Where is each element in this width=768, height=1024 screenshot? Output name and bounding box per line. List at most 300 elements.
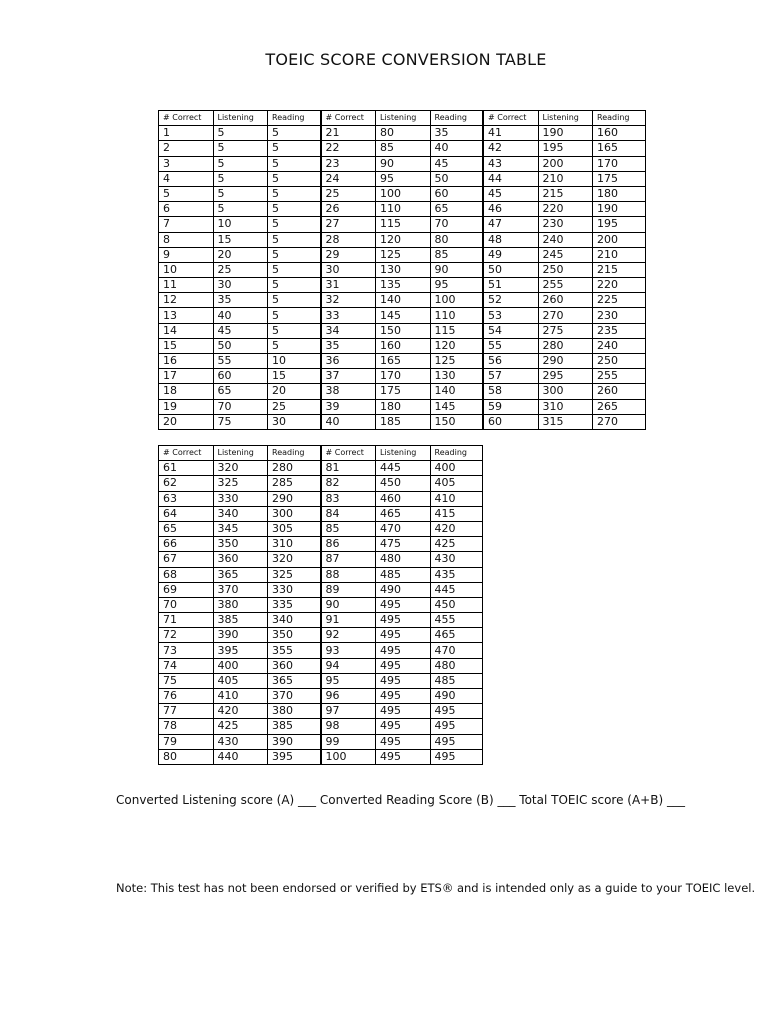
- cell-reading: 5: [268, 323, 321, 338]
- table-row: [159, 537, 483, 552]
- cell-listening: 215: [538, 186, 593, 201]
- header-listening: Listening: [376, 446, 431, 461]
- table-row: [159, 597, 483, 612]
- header-row: [159, 111, 646, 126]
- cell-correct: 24: [321, 171, 376, 186]
- cell-reading: 305: [268, 521, 321, 536]
- cell-reading: 90: [430, 262, 483, 277]
- cell-correct: 20: [159, 414, 214, 429]
- cell-listening: 5: [213, 186, 268, 201]
- cell-correct: 37: [321, 369, 376, 384]
- cell-listening: 270: [538, 308, 593, 323]
- cell-correct: 32: [321, 293, 376, 308]
- cell-reading: 425: [430, 537, 483, 552]
- cell-correct: 65: [159, 521, 214, 536]
- cell-reading: 5: [268, 186, 321, 201]
- score-summary-line: Converted Listening score (A) ___ Converted Reading Score (B) ___ Total TOEIC score (A+B) ___: [116, 793, 685, 807]
- cell-reading: 225: [593, 293, 646, 308]
- cell-listening: 490: [376, 582, 431, 597]
- cell-reading: 285: [268, 476, 321, 491]
- cell-reading: 45: [430, 156, 483, 171]
- cell-reading: 210: [593, 247, 646, 262]
- cell-reading: 150: [430, 414, 483, 429]
- cell-listening: 80: [376, 126, 431, 141]
- cell-reading: 50: [430, 171, 483, 186]
- cell-reading: 465: [430, 628, 483, 643]
- cell-reading: 40: [430, 141, 483, 156]
- conversion-table-61-100: [158, 445, 483, 765]
- cell-correct: 84: [321, 506, 376, 521]
- cell-reading: 20: [268, 384, 321, 399]
- cell-reading: 455: [430, 613, 483, 628]
- cell-listening: 300: [538, 384, 593, 399]
- cell-correct: 12: [159, 293, 214, 308]
- table-row: [159, 156, 646, 171]
- cell-listening: 250: [538, 262, 593, 277]
- cell-listening: 220: [538, 202, 593, 217]
- table-row: [159, 461, 483, 476]
- cell-reading: 25: [268, 399, 321, 414]
- cell-reading: 260: [593, 384, 646, 399]
- cell-reading: 145: [430, 399, 483, 414]
- cell-reading: 5: [268, 202, 321, 217]
- cell-listening: 135: [376, 278, 431, 293]
- cell-listening: 495: [376, 673, 431, 688]
- header-correct: # Correct: [321, 446, 376, 461]
- cell-correct: 93: [321, 643, 376, 658]
- cell-listening: 495: [376, 658, 431, 673]
- cell-correct: 52: [483, 293, 538, 308]
- cell-reading: 265: [593, 399, 646, 414]
- cell-correct: 90: [321, 597, 376, 612]
- cell-correct: 18: [159, 384, 214, 399]
- cell-correct: 62: [159, 476, 214, 491]
- cell-listening: 380: [213, 597, 268, 612]
- cell-correct: 60: [483, 414, 538, 429]
- header-listening: Listening: [213, 446, 268, 461]
- cell-correct: 14: [159, 323, 214, 338]
- cell-listening: 10: [213, 217, 268, 232]
- cell-correct: 44: [483, 171, 538, 186]
- cell-correct: 64: [159, 506, 214, 521]
- cell-correct: 66: [159, 537, 214, 552]
- header-listening: Listening: [213, 111, 268, 126]
- cell-reading: 240: [593, 338, 646, 353]
- cell-reading: 100: [430, 293, 483, 308]
- cell-reading: 495: [430, 719, 483, 734]
- table-row: [159, 278, 646, 293]
- cell-listening: 470: [376, 521, 431, 536]
- cell-correct: 11: [159, 278, 214, 293]
- table-row: [159, 399, 646, 414]
- cell-listening: 485: [376, 567, 431, 582]
- cell-reading: 15: [268, 369, 321, 384]
- cell-listening: 70: [213, 399, 268, 414]
- cell-listening: 115: [376, 217, 431, 232]
- cell-correct: 7: [159, 217, 214, 232]
- cell-listening: 65: [213, 384, 268, 399]
- cell-reading: 250: [593, 354, 646, 369]
- cell-listening: 190: [538, 126, 593, 141]
- cell-correct: 73: [159, 643, 214, 658]
- table-row: [159, 567, 483, 582]
- cell-listening: 130: [376, 262, 431, 277]
- cell-reading: 325: [268, 567, 321, 582]
- cell-listening: 165: [376, 354, 431, 369]
- cell-correct: 16: [159, 354, 214, 369]
- cell-listening: 445: [376, 461, 431, 476]
- cell-correct: 79: [159, 734, 214, 749]
- cell-reading: 160: [593, 126, 646, 141]
- cell-correct: 4: [159, 171, 214, 186]
- cell-listening: 365: [213, 567, 268, 582]
- cell-correct: 54: [483, 323, 538, 338]
- cell-reading: 320: [268, 552, 321, 567]
- cell-correct: 26: [321, 202, 376, 217]
- cell-listening: 495: [376, 597, 431, 612]
- cell-correct: 27: [321, 217, 376, 232]
- cell-correct: 23: [321, 156, 376, 171]
- cell-correct: 74: [159, 658, 214, 673]
- cell-reading: 5: [268, 126, 321, 141]
- cell-reading: 200: [593, 232, 646, 247]
- cell-reading: 5: [268, 171, 321, 186]
- cell-listening: 420: [213, 704, 268, 719]
- cell-reading: 405: [430, 476, 483, 491]
- cell-listening: 440: [213, 749, 268, 764]
- table-row: [159, 141, 646, 156]
- cell-correct: 48: [483, 232, 538, 247]
- cell-reading: 395: [268, 749, 321, 764]
- cell-listening: 370: [213, 582, 268, 597]
- cell-reading: 5: [268, 141, 321, 156]
- cell-listening: 390: [213, 628, 268, 643]
- cell-reading: 180: [593, 186, 646, 201]
- cell-listening: 25: [213, 262, 268, 277]
- cell-listening: 330: [213, 491, 268, 506]
- table-row: [159, 689, 483, 704]
- cell-correct: 36: [321, 354, 376, 369]
- cell-listening: 30: [213, 278, 268, 293]
- cell-correct: 69: [159, 582, 214, 597]
- cell-correct: 91: [321, 613, 376, 628]
- cell-correct: 88: [321, 567, 376, 582]
- cell-listening: 60: [213, 369, 268, 384]
- cell-reading: 445: [430, 582, 483, 597]
- cell-correct: 97: [321, 704, 376, 719]
- cell-reading: 420: [430, 521, 483, 536]
- cell-correct: 87: [321, 552, 376, 567]
- cell-reading: 495: [430, 704, 483, 719]
- cell-listening: 260: [538, 293, 593, 308]
- cell-correct: 43: [483, 156, 538, 171]
- cell-reading: 385: [268, 719, 321, 734]
- header-row: [159, 446, 483, 461]
- cell-correct: 6: [159, 202, 214, 217]
- cell-correct: 8: [159, 232, 214, 247]
- table-row: [159, 232, 646, 247]
- cell-correct: 96: [321, 689, 376, 704]
- cell-reading: 495: [430, 734, 483, 749]
- cell-listening: 340: [213, 506, 268, 521]
- header-correct: # Correct: [321, 111, 376, 126]
- cell-reading: 85: [430, 247, 483, 262]
- cell-correct: 47: [483, 217, 538, 232]
- table-row: [159, 734, 483, 749]
- cell-listening: 85: [376, 141, 431, 156]
- cell-listening: 495: [376, 689, 431, 704]
- cell-reading: 350: [268, 628, 321, 643]
- cell-reading: 340: [268, 613, 321, 628]
- cell-listening: 350: [213, 537, 268, 552]
- cell-correct: 21: [321, 126, 376, 141]
- table-row: [159, 673, 483, 688]
- cell-correct: 45: [483, 186, 538, 201]
- cell-correct: 89: [321, 582, 376, 597]
- disclaimer-note: Note: This test has not been endorsed or verified by ETS® and is intended only as a guide to your TOEIC level.: [116, 881, 756, 895]
- cell-listening: 320: [213, 461, 268, 476]
- table-row: [159, 323, 646, 338]
- cell-listening: 195: [538, 141, 593, 156]
- cell-listening: 55: [213, 354, 268, 369]
- cell-reading: 220: [593, 278, 646, 293]
- cell-listening: 15: [213, 232, 268, 247]
- cell-reading: 95: [430, 278, 483, 293]
- table-row: [159, 491, 483, 506]
- cell-correct: 42: [483, 141, 538, 156]
- cell-correct: 100: [321, 749, 376, 764]
- cell-reading: 485: [430, 673, 483, 688]
- cell-reading: 70: [430, 217, 483, 232]
- cell-listening: 45: [213, 323, 268, 338]
- cell-correct: 77: [159, 704, 214, 719]
- header-correct: # Correct: [483, 111, 538, 126]
- cell-listening: 400: [213, 658, 268, 673]
- cell-correct: 28: [321, 232, 376, 247]
- cell-correct: 31: [321, 278, 376, 293]
- cell-correct: 29: [321, 247, 376, 262]
- cell-correct: 17: [159, 369, 214, 384]
- cell-listening: 245: [538, 247, 593, 262]
- cell-correct: 98: [321, 719, 376, 734]
- cell-reading: 165: [593, 141, 646, 156]
- cell-correct: 61: [159, 461, 214, 476]
- table-row: [159, 126, 646, 141]
- cell-reading: 415: [430, 506, 483, 521]
- cell-reading: 290: [268, 491, 321, 506]
- table-row: [159, 384, 646, 399]
- cell-listening: 410: [213, 689, 268, 704]
- cell-reading: 5: [268, 217, 321, 232]
- cell-listening: 100: [376, 186, 431, 201]
- cell-listening: 175: [376, 384, 431, 399]
- cell-reading: 495: [430, 749, 483, 764]
- table-row: [159, 704, 483, 719]
- header-listening: Listening: [376, 111, 431, 126]
- table-row: [159, 186, 646, 201]
- cell-listening: 480: [376, 552, 431, 567]
- cell-listening: 450: [376, 476, 431, 491]
- cell-reading: 390: [268, 734, 321, 749]
- cell-listening: 5: [213, 141, 268, 156]
- header-correct: # Correct: [159, 111, 214, 126]
- cell-listening: 125: [376, 247, 431, 262]
- cell-correct: 3: [159, 156, 214, 171]
- cell-reading: 110: [430, 308, 483, 323]
- cell-correct: 78: [159, 719, 214, 734]
- table-row: [159, 476, 483, 491]
- cell-correct: 63: [159, 491, 214, 506]
- header-reading: Reading: [430, 111, 483, 126]
- cell-listening: 150: [376, 323, 431, 338]
- cell-listening: 200: [538, 156, 593, 171]
- cell-reading: 140: [430, 384, 483, 399]
- cell-listening: 430: [213, 734, 268, 749]
- table-row: [159, 628, 483, 643]
- cell-listening: 495: [376, 719, 431, 734]
- cell-reading: 310: [268, 537, 321, 552]
- cell-correct: 95: [321, 673, 376, 688]
- cell-listening: 345: [213, 521, 268, 536]
- cell-reading: 400: [430, 461, 483, 476]
- cell-correct: 1: [159, 126, 214, 141]
- cell-correct: 58: [483, 384, 538, 399]
- cell-correct: 94: [321, 658, 376, 673]
- cell-correct: 68: [159, 567, 214, 582]
- cell-reading: 5: [268, 262, 321, 277]
- cell-listening: 160: [376, 338, 431, 353]
- cell-reading: 300: [268, 506, 321, 521]
- cell-reading: 115: [430, 323, 483, 338]
- cell-listening: 360: [213, 552, 268, 567]
- cell-correct: 81: [321, 461, 376, 476]
- cell-correct: 9: [159, 247, 214, 262]
- cell-reading: 125: [430, 354, 483, 369]
- cell-correct: 71: [159, 613, 214, 628]
- cell-reading: 30: [268, 414, 321, 429]
- table-row: [159, 506, 483, 521]
- cell-correct: 55: [483, 338, 538, 353]
- table-row: [159, 308, 646, 323]
- cell-correct: 38: [321, 384, 376, 399]
- conversion-table-1-60: [158, 110, 646, 430]
- cell-reading: 175: [593, 171, 646, 186]
- header-reading: Reading: [268, 111, 321, 126]
- cell-listening: 120: [376, 232, 431, 247]
- cell-reading: 5: [268, 293, 321, 308]
- cell-listening: 495: [376, 643, 431, 658]
- cell-listening: 35: [213, 293, 268, 308]
- cell-listening: 460: [376, 491, 431, 506]
- cell-listening: 255: [538, 278, 593, 293]
- cell-correct: 10: [159, 262, 214, 277]
- cell-correct: 51: [483, 278, 538, 293]
- cell-correct: 30: [321, 262, 376, 277]
- cell-reading: 365: [268, 673, 321, 688]
- cell-correct: 39: [321, 399, 376, 414]
- cell-listening: 495: [376, 734, 431, 749]
- table-row: [159, 293, 646, 308]
- table-row: [159, 247, 646, 262]
- cell-listening: 5: [213, 202, 268, 217]
- cell-listening: 315: [538, 414, 593, 429]
- cell-listening: 325: [213, 476, 268, 491]
- cell-correct: 34: [321, 323, 376, 338]
- cell-reading: 450: [430, 597, 483, 612]
- table-row: [159, 217, 646, 232]
- cell-correct: 80: [159, 749, 214, 764]
- cell-reading: 380: [268, 704, 321, 719]
- cell-correct: 72: [159, 628, 214, 643]
- cell-correct: 50: [483, 262, 538, 277]
- cell-reading: 235: [593, 323, 646, 338]
- cell-listening: 145: [376, 308, 431, 323]
- cell-listening: 275: [538, 323, 593, 338]
- cell-correct: 86: [321, 537, 376, 552]
- cell-reading: 370: [268, 689, 321, 704]
- cell-correct: 22: [321, 141, 376, 156]
- cell-reading: 280: [268, 461, 321, 476]
- cell-listening: 495: [376, 749, 431, 764]
- table-row: [159, 171, 646, 186]
- cell-listening: 90: [376, 156, 431, 171]
- cell-correct: 46: [483, 202, 538, 217]
- cell-listening: 5: [213, 156, 268, 171]
- table-row: [159, 749, 483, 764]
- cell-reading: 5: [268, 308, 321, 323]
- cell-reading: 480: [430, 658, 483, 673]
- table-row: [159, 658, 483, 673]
- table-row: [159, 338, 646, 353]
- cell-listening: 395: [213, 643, 268, 658]
- cell-correct: 92: [321, 628, 376, 643]
- table-row: [159, 643, 483, 658]
- cell-reading: 170: [593, 156, 646, 171]
- cell-correct: 83: [321, 491, 376, 506]
- cell-correct: 56: [483, 354, 538, 369]
- cell-listening: 495: [376, 628, 431, 643]
- cell-reading: 65: [430, 202, 483, 217]
- cell-reading: 360: [268, 658, 321, 673]
- cell-correct: 57: [483, 369, 538, 384]
- cell-reading: 435: [430, 567, 483, 582]
- cell-listening: 280: [538, 338, 593, 353]
- cell-listening: 20: [213, 247, 268, 262]
- cell-reading: 410: [430, 491, 483, 506]
- cell-listening: 385: [213, 613, 268, 628]
- cell-reading: 195: [593, 217, 646, 232]
- cell-correct: 13: [159, 308, 214, 323]
- cell-listening: 75: [213, 414, 268, 429]
- cell-reading: 270: [593, 414, 646, 429]
- cell-correct: 40: [321, 414, 376, 429]
- cell-listening: 5: [213, 171, 268, 186]
- cell-listening: 50: [213, 338, 268, 353]
- cell-listening: 170: [376, 369, 431, 384]
- table-row: [159, 719, 483, 734]
- cell-listening: 40: [213, 308, 268, 323]
- cell-correct: 70: [159, 597, 214, 612]
- cell-reading: 60: [430, 186, 483, 201]
- table-row: [159, 552, 483, 567]
- table-row: [159, 582, 483, 597]
- cell-reading: 215: [593, 262, 646, 277]
- page-title: TOEIC SCORE CONVERSION TABLE: [265, 50, 547, 69]
- cell-correct: 15: [159, 338, 214, 353]
- cell-reading: 490: [430, 689, 483, 704]
- cell-reading: 230: [593, 308, 646, 323]
- table-row: [159, 369, 646, 384]
